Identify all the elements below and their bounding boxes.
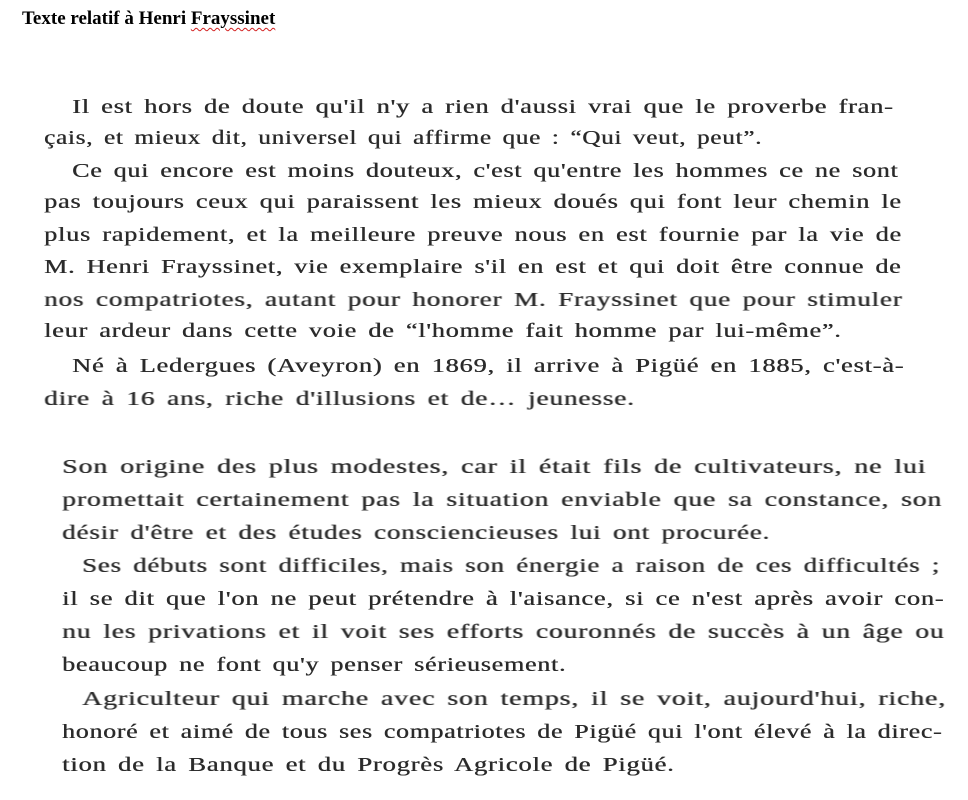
- text-line: Il est hors de doute qu'il n'y a rien d'aussi vrai que le proverbe fran-: [72, 96, 894, 118]
- text-line: il se dit que l'on ne peut prétendre à l'aisance, si ce n'est après avoir con-: [62, 588, 945, 610]
- text-line: promettait certainement pas la situation enviable que sa constance, son: [62, 489, 942, 511]
- text-line: nu les privations et il voit ses efforts couronnés de succès à un âge ou: [62, 621, 945, 643]
- text-line: çais, et mieux dit, universel qui affirme que : “Qui veut, peut”.: [44, 127, 763, 149]
- title-prefix: Texte relatif à Henri: [22, 8, 191, 29]
- text-line: désir d'être et des études consciencieuses lui ont procurée.: [62, 522, 770, 544]
- text-line: tion de la Banque et du Progrès Agricole de Pigüé.: [62, 754, 675, 776]
- text-line: leur ardeur dans cette voie de “l'homme fait homme par lui-même”.: [44, 320, 842, 342]
- text-line: Son origine des plus modestes, car il était fils de cultivateurs, ne lui: [62, 456, 927, 478]
- text-line: plus rapidement, et la meilleure preuve nous en est fournie par la vie de: [44, 224, 902, 246]
- text-line: dire à 16 ans, riche d'illusions et de… jeunesse.: [44, 388, 635, 410]
- text-line: Ce qui encore est moins douteux, c'est qu'entre les hommes ce ne sont: [72, 160, 899, 182]
- text-line: M. Henri Frayssinet, vie exemplaire s'il en est et qui doit être connue de: [44, 256, 902, 278]
- text-line: pas toujours ceux qui paraissent les mieux doués qui font leur chemin le: [44, 191, 902, 213]
- text-line: nos compatriotes, autant pour honorer M. Frayssinet que pour stimuler: [44, 289, 903, 311]
- text-line: Ses débuts sont difficiles, mais son énergie a raison de ces difficultés ;: [82, 555, 940, 577]
- text-line: beaucoup ne font qu'y penser sérieusement.: [62, 654, 567, 676]
- title-surname: Frayssinet: [190, 8, 276, 29]
- text-line: honoré et aimé de tous ses compatriotes de Pigüé qui l'ont élevé à la direc-: [62, 721, 943, 743]
- text-line: Né à Ledergues (Aveyron) en 1869, il arrive à Pigüé en 1885, c'est-à-: [72, 355, 905, 377]
- text-line: Agriculteur qui marche avec son temps, il se voit, aujourd'hui, riche,: [82, 688, 946, 710]
